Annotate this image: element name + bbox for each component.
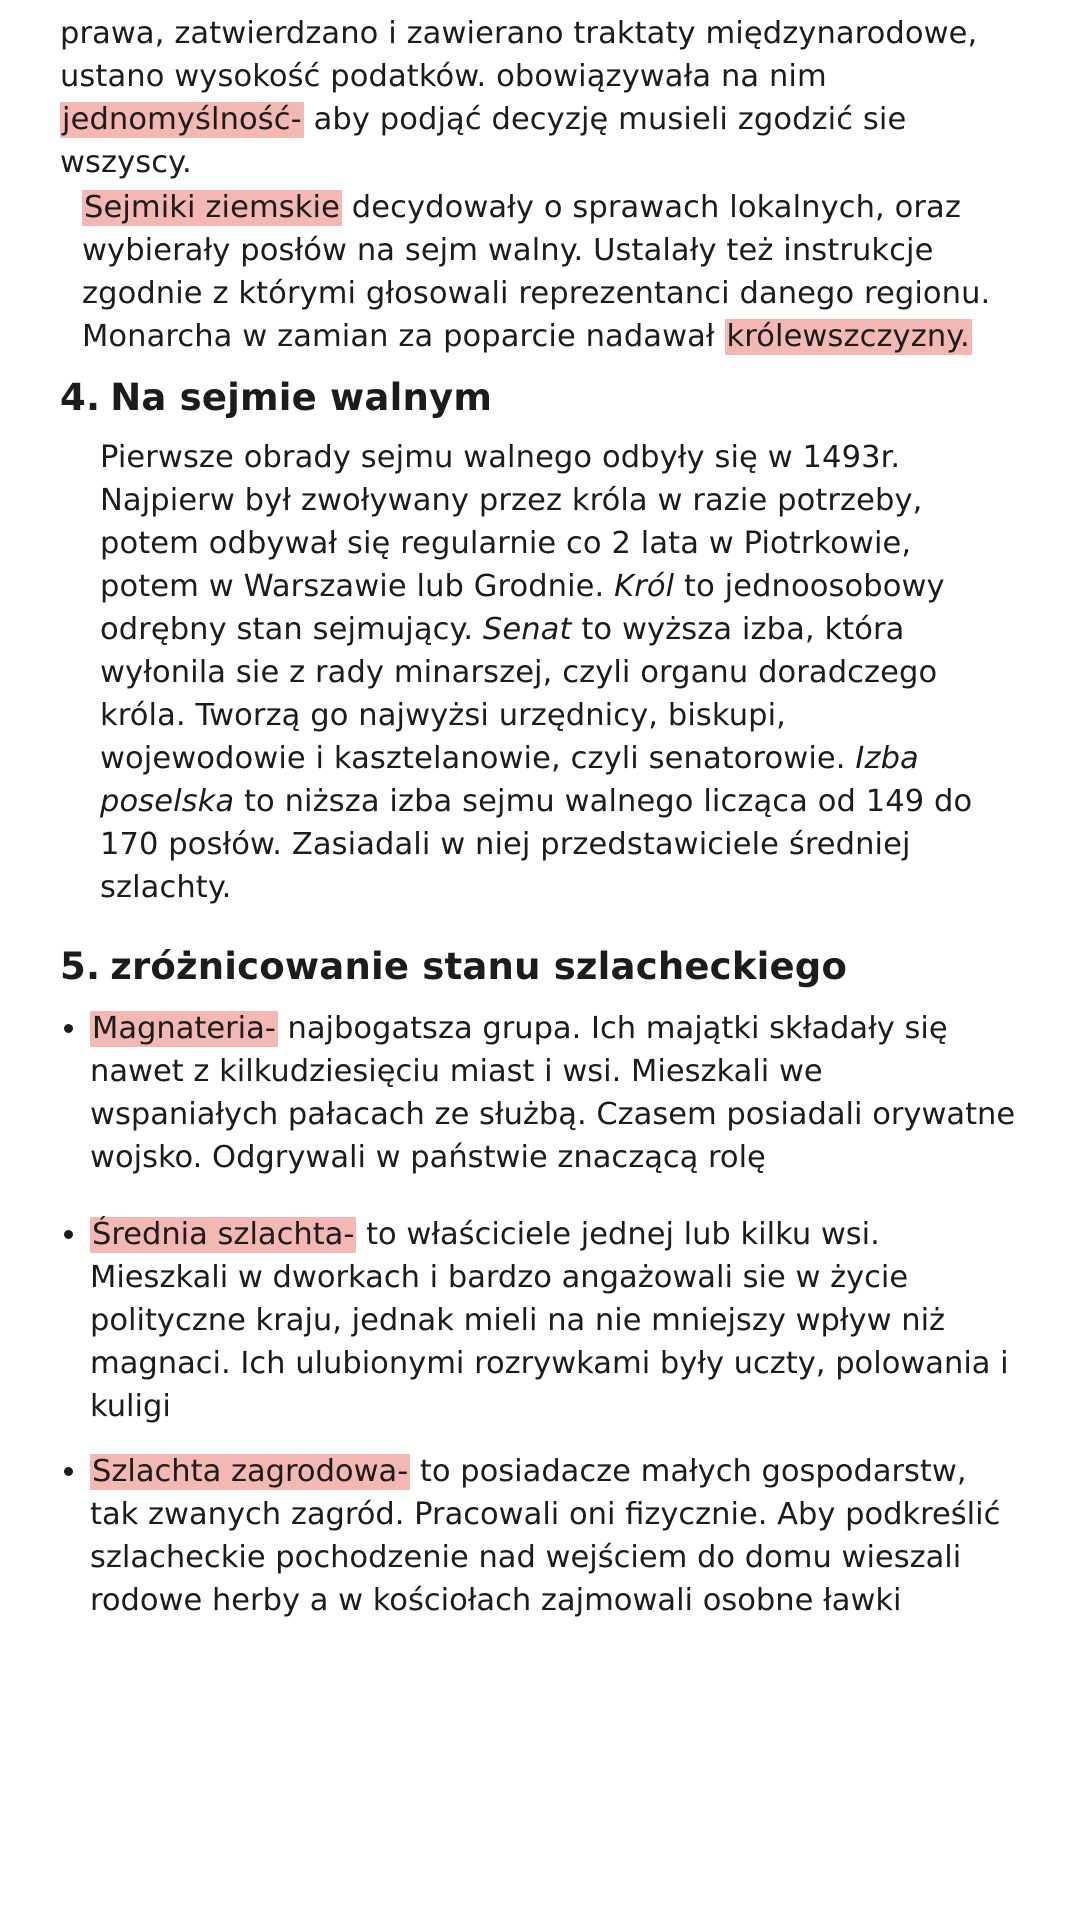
list-item-text: najbogatsza grupa. Ich majątki składały się nawet z kilkudziesięciu miast i wsi. Mieszkali we wspaniałych pałacach ze służbą. Czasem posiadali orywatne wojsko. Odgrywali w państwie znaczącą rolę (90, 1011, 1016, 1176)
section-5-heading (60, 943, 1020, 991)
italic-krol: Król (614, 569, 675, 605)
intro-paragraph (60, 12, 1020, 184)
section-5-number: 5. (60, 945, 101, 989)
section-4-heading (60, 374, 1020, 422)
intro-line-2-after: aby podjąć (303, 102, 482, 137)
szlachta-list (60, 1007, 1020, 1622)
section-4-body-part-2: to jednoosobowy odrębny stan sejmujący. (100, 569, 945, 648)
section-4-body-part-1: Pierwsze obrady sejmu walnego odbyły się w 1493r. Najpierw był zwoływany przez króla w razie potrzeby, potem odbywał się regularnie co 2 lata w Piotrkowie, potem w Warszawie lub Grodnie. (100, 440, 923, 605)
section-4-body-part-4: to niższa izba sejmu walnego licząca od 149 do 170 posłów. Zasiadali w niej przedstawiciele średniej szlachty. (100, 784, 973, 906)
list-item-text: to posiadacze małych gospodarstw, tak zwanych zagród. Pracowali oni fizycznie. Aby podkreślić szlacheckie pochodzenie nad wejściem do domu wieszali rodowe herby a w kościołach zajmowali osobne ławki (90, 1454, 1001, 1619)
highlight-szlachta-zagrodowa: Szlachta zagrodowa- (92, 1454, 409, 1490)
list-item (60, 1213, 1020, 1428)
section-4-body (60, 436, 1020, 909)
highlight-jednomyslnosc: jednomyślność- (62, 102, 302, 137)
italic-izba-poselska: Izba poselska (100, 741, 919, 820)
list-item-text: to właściciele jednej lub kilku wsi. Mieszkali w dworkach i bardzo angażowali sie w życie polityczne kraju, jednak mieli na nie mniejszy wpływ niż magnaci. Ich ulubionymi rozrywkami były uczty, polowania i kuligi (90, 1217, 1009, 1425)
section-5-title: zróżnicowanie stanu szlacheckiego (110, 945, 848, 989)
highlight-srednia-szlachta: Średnia szlachta- (92, 1217, 355, 1253)
intro-line-3: decyzję musieli zgodzić sie wszyscy. (60, 102, 907, 180)
highlight-magnateria: Magnateria- (92, 1011, 276, 1047)
section-4-body-part-3: to wyższa izba, która wyłonila sie z rady minarszej, czyli organu doradczego króla. Tworzą go najwyżsi urzędnicy, biskupi, wojewodowie i kasztelanowie, czyli senatorowie. (100, 612, 938, 777)
sejmiki-body: decydowały o sprawach lokalnych, oraz wybierały posłów na sejm walny. Ustalały też instrukcje zgodnie z którymi głosowali reprezentanci danego regionu. Monarcha w zamian za poparcie nadawał (82, 190, 991, 354)
list-item (60, 1450, 1020, 1622)
list-item (60, 1007, 1020, 1179)
highlight-krolewszczyzny: królewszczyzny. (726, 319, 970, 354)
italic-senat: Senat (482, 612, 572, 648)
intro-line-1: prawa, zatwierdzano i zawierano traktaty międzynarodowe, ustano (60, 16, 978, 94)
sejmiki-paragraph (60, 186, 1020, 358)
section-4-title: Na sejmie walnym (110, 376, 493, 419)
section-4-number: 4. (60, 376, 101, 419)
intro-line-2-before: wysokość podatków. obowiązywała na nim (174, 59, 827, 94)
highlight-sejmiki-ziemskie: Sejmiki ziemskie (84, 190, 340, 225)
